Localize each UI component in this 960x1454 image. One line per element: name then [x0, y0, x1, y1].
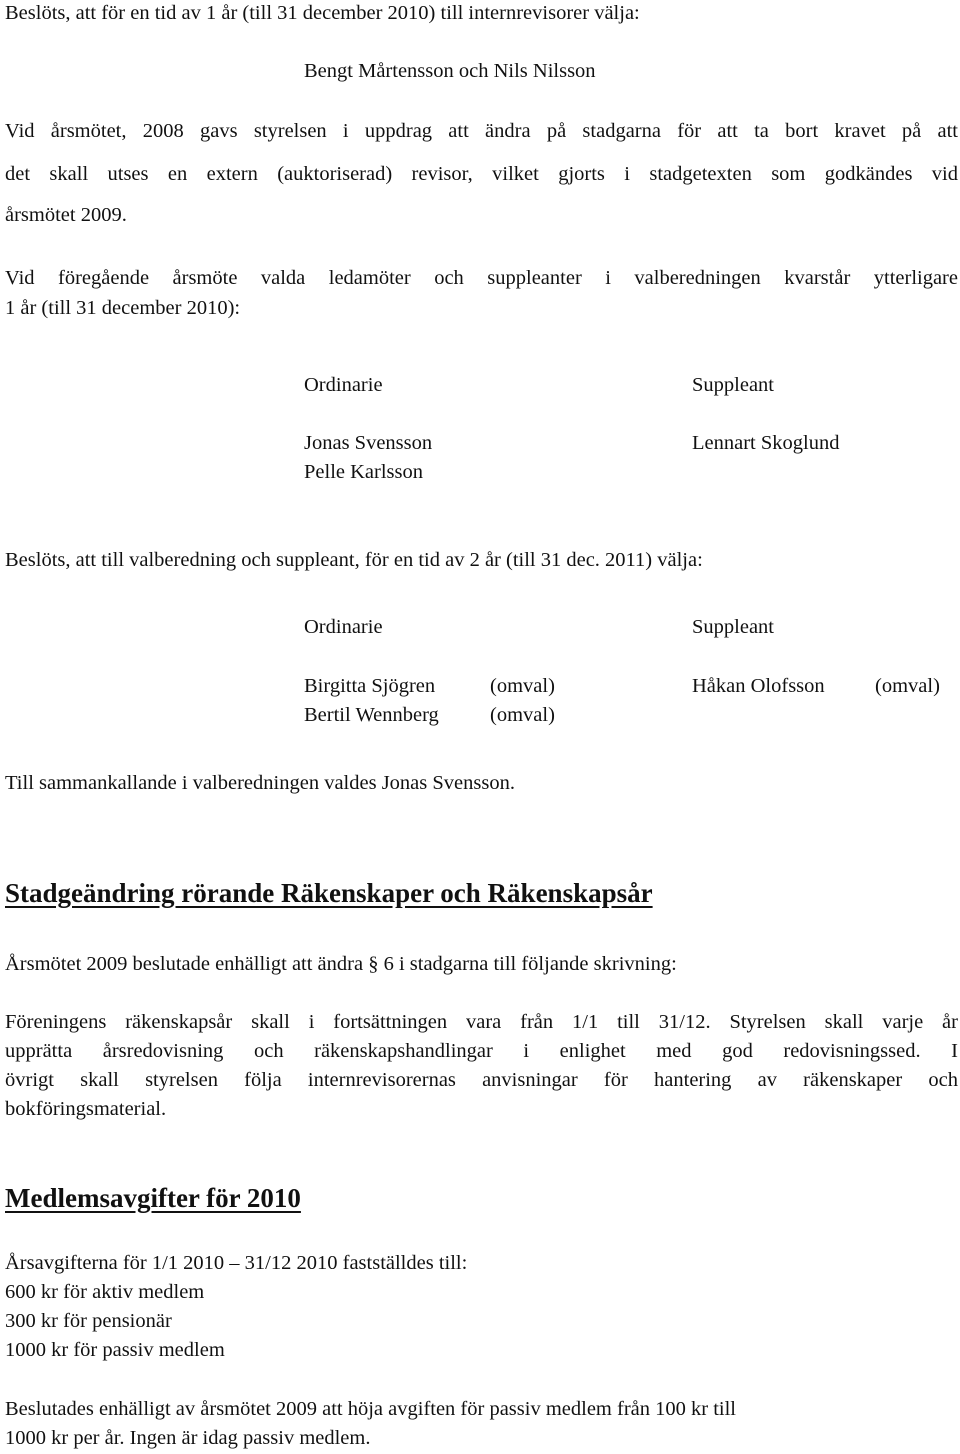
member-name: Håkan Olofsson [692, 675, 825, 697]
paragraph-statutes-line: det skall utses en extern (auktoriserad) revisor, vilket gjorts i stadgetexten som godkändes vid [5, 163, 958, 185]
paragraph-statutes-line: årsmötet 2009. [5, 204, 127, 226]
member-note: (omval) [875, 675, 940, 697]
paragraph-fiscal-year-line: bokföringsmaterial. [5, 1098, 167, 1120]
member-name: Pelle Karlsson [304, 461, 423, 483]
paragraph-fiscal-year-line: Föreningens räkenskapsår skall i fortsättningen vara från 1/1 till 31/12. Styrelsen skall varje år [5, 1011, 958, 1033]
column-header-ordinarie: Ordinarie [304, 374, 383, 396]
member-name: Lennart Skoglund [692, 432, 840, 454]
paragraph-fiscal-year-line: upprätta årsredovisning och räkenskapshandlingar i enlighet med god redovisningssed. I [5, 1040, 958, 1062]
paragraph-convener: Till sammankallande i valberedningen valdes Jonas Svensson. [5, 772, 515, 794]
member-name: Birgitta Sjögren [304, 675, 436, 697]
member-note: (omval) [490, 675, 555, 697]
column-header-ordinarie: Ordinarie [304, 616, 383, 638]
paragraph-internal-auditors: Beslöts, att för en tid av 1 år (till 31 december 2010) till internrevisorer välja: [5, 2, 640, 24]
member-name: Jonas Svensson [304, 432, 433, 454]
fee-item: 1000 kr för passiv medlem [5, 1339, 225, 1361]
paragraph-statutes-line: Vid årsmötet, 2008 gavs styrelsen i uppdrag att ändra på stadgarna för att ta bort kravet på att [5, 120, 958, 142]
paragraph-fee-increase-line: 1000 kr per år. Ingen är idag passiv medlem. [5, 1427, 371, 1449]
heading-statute-change: Stadgeändring rörande Räkenskaper och Räkenskapsår [5, 878, 653, 908]
paragraph-nomination-line: Vid föregående årsmöte valda ledamöter och suppleanter i valberedningen kvarstår ytterligare [5, 267, 958, 289]
fee-item: 300 kr för pensionär [5, 1310, 172, 1332]
fee-item: 600 kr för aktiv medlem [5, 1281, 205, 1303]
member-name: Bertil Wennberg [304, 704, 439, 726]
fees-intro: Årsavgifterna för 1/1 2010 – 31/12 2010 fastställdes till: [5, 1252, 468, 1274]
paragraph-statute-decision: Årsmötet 2009 beslutade enhälligt att ändra § 6 i stadgarna till följande skrivning: [5, 953, 677, 975]
column-header-suppleant: Suppleant [692, 616, 774, 638]
paragraph-fee-increase-line: Beslutades enhälligt av årsmötet 2009 att höja avgiften för passiv medlem från 100 kr till [5, 1398, 736, 1420]
heading-membership-fees: Medlemsavgifter för 2010 [5, 1183, 301, 1213]
paragraph-fiscal-year-line: övrigt skall styrelsen följa internrevisorernas anvisningar för hantering av räkenskaper och [5, 1069, 958, 1091]
paragraph-new-nomination: Beslöts, att till valberedning och suppleant, för en tid av 2 år (till 31 dec. 2011) välja: [5, 549, 703, 571]
member-note: (omval) [490, 704, 555, 726]
auditor-names: Bengt Mårtensson och Nils Nilsson [304, 60, 596, 82]
column-header-suppleant: Suppleant [692, 374, 774, 396]
paragraph-nomination-line: 1 år (till 31 december 2010): [5, 297, 241, 319]
